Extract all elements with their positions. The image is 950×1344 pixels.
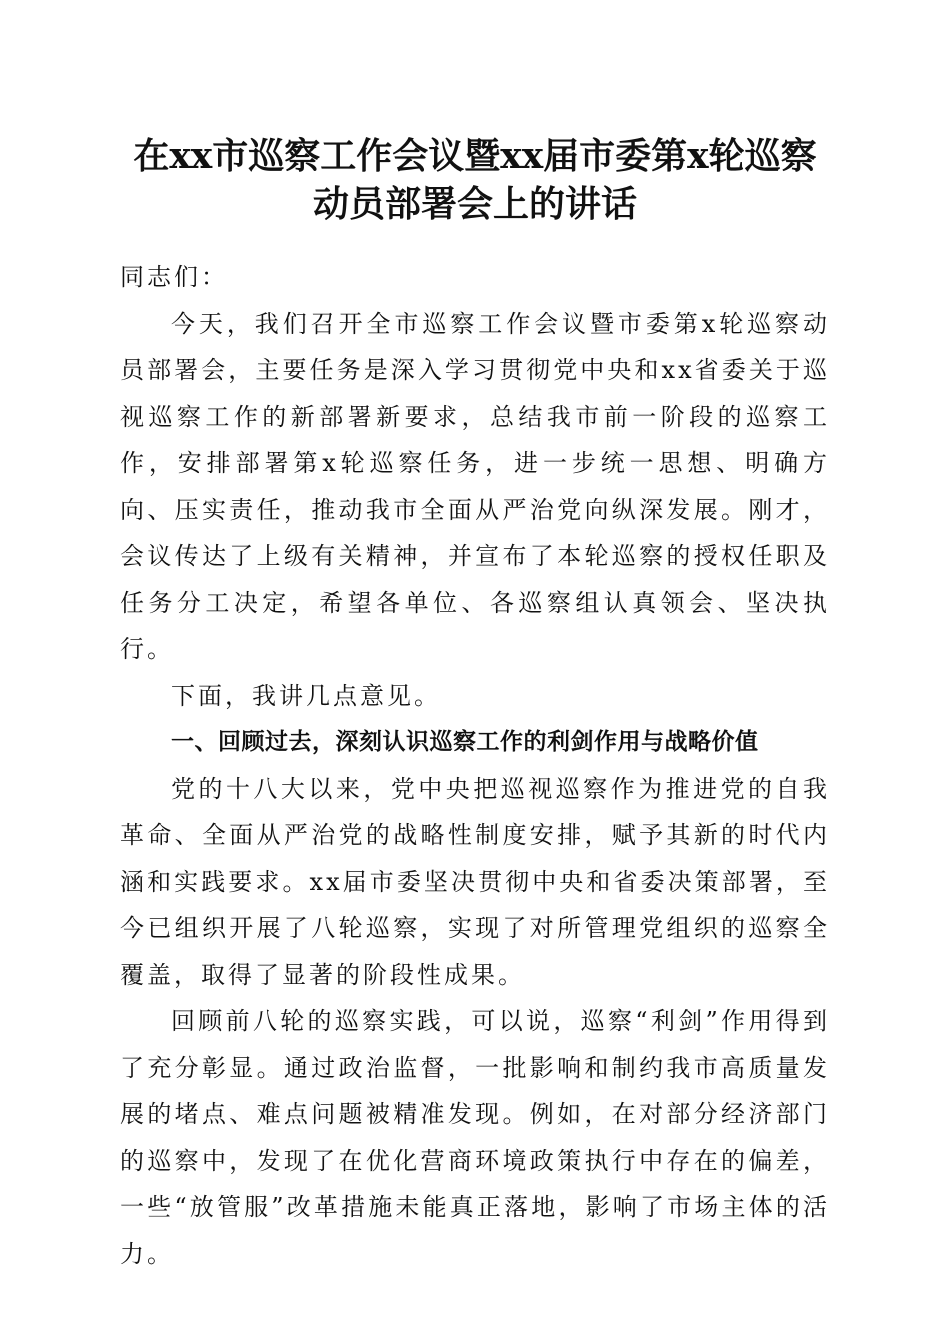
section-heading-1: 一、回顾过去，深刻认识巡察工作的利剑作用与战略价值	[171, 729, 759, 755]
paragraph-intro: 今天，我们召开全市巡察工作会议暨市委第x轮巡察动员部署会，主要任务是深入学习贯彻党中央和xx省委关于巡视巡察工作的新部署新要求，总结我市前一阶段的巡察工作，安排部署第x轮巡察任务，进一步统一思想、明确方向、压实责任，推动我市全面从严治党向纵深发展。刚才，会议传达了上级有关精神，并宣布了本轮巡察的授权任职及任务分工决定，希望各单位、各巡察组认真领会、坚决执行。	[120, 309, 830, 663]
salutation: 同志们：	[120, 263, 228, 291]
document-title	[120, 132, 830, 228]
section1-paragraph-2: 回顾前八轮的巡察实践，可以说，巡察“利剑”作用得到了充分彰显。通过政治监督，一批影响和制约我市高质量发展的堵点、难点问题被精准发现。例如，在对部分经济部门的巡察中，发现了在优化营商环境政策执行中存在的偏差，一些“放管服”改革措施未能真正落地，影响了市场主体的活力。	[120, 1007, 830, 1268]
title-line-1: 在xx市巡察工作会议暨xx届市委第x轮巡察	[133, 135, 817, 177]
title-line-2: 动员部署会上的讲话	[312, 183, 637, 225]
section1-paragraph-1: 党的十八大以来，党中央把巡视巡察作为推进党的自我革命、全面从严治党的战略性制度安排，赋予其新的时代内涵和实践要求。xx届市委坚决贯彻中央和省委决策部署，至今已组织开展了八轮巡察，实现了对所管理党组织的巡察全覆盖，取得了显著的阶段性成果。	[120, 774, 830, 989]
document-page	[120, 0, 830, 1344]
paragraph-transition: 下面，我讲几点意见。	[171, 681, 441, 710]
document-body	[120, 254, 830, 1277]
